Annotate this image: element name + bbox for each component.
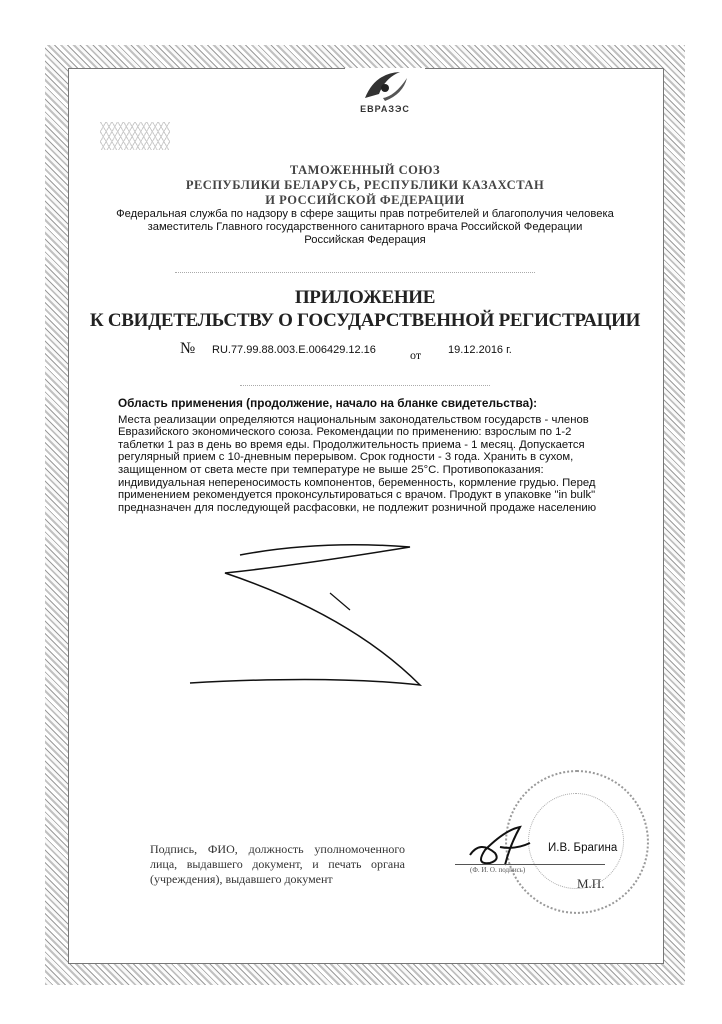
number-label: № [180, 340, 196, 357]
header-line: РЕСПУБЛИКИ БЕЛАРУСЬ, РЕСПУБЛИКИ КАЗАХСТАН [185, 178, 545, 192]
z-line-signature [180, 535, 460, 695]
header-line: И РОССИЙСКОЙ ФЕДЕРАЦИИ [265, 193, 465, 207]
title-line-1: ПРИЛОЖЕНИЕ [294, 287, 436, 308]
official-position: заместитель Главного государственного санитарного врача Российской Федерации [147, 221, 583, 233]
seal-label: М.П. [577, 876, 605, 891]
signature-line [455, 864, 605, 865]
signer-caption: (Ф. И. О. подпись) [470, 866, 526, 874]
issuer-header [70, 163, 660, 247]
guilloche-pattern [100, 122, 170, 150]
header-line: ТАМОЖЕННЫЙ СОЮЗ [289, 163, 441, 177]
signer-name: И.В. Брагина [548, 842, 618, 854]
registration-number: RU.77.99.88.003.Е.006429.12.16 [212, 344, 376, 356]
scope-section [118, 397, 618, 514]
scope-text: Места реализации определяются национальным законодательством государств - членов Евразийского экономического союза. Рекомендации по применению: взрослым по 1-2 таблетки 1 раз в день во время еды. Продолжительность приема - 1 месяц. Допускается регулярный прием с 10-дневным перерывом. Срок годности - 3 года. Хранить в сухом, защищенном от света месте при температуре не выше 25°С. Противопоказания: индивидуальная непереносимость компонентов, беременность, кормление грудью. Перед применением рекомендуется проконсультироваться с врачом. Продукт в упаковке "in bulk" предназначен для последующей расфасовки, не подлежит розничной продаже населению [118, 413, 597, 514]
emblem-icon [355, 68, 415, 104]
logo-text: ЕВРАЗЭС [360, 104, 410, 114]
agency-name: Федеральная служба по надзору в сфере защиты прав потребителей и благополучия человека [116, 208, 614, 220]
official-stamp-inner [528, 793, 624, 889]
date-label: от [410, 348, 422, 362]
title-line-2: К СВИДЕТЕЛЬСТВУ О ГОСУДАРСТВЕННОЙ РЕГИСТРАЦИИ [89, 310, 641, 331]
evrazes-logo [345, 68, 425, 120]
country: Российская Федерация [304, 234, 426, 246]
registration-date: 19.12.2016 г. [448, 344, 512, 356]
scope-heading: Область применения (продолжение, начало на бланке свидетельства): [118, 396, 538, 410]
signature-caption: Подпись, ФИО, должность уполномоченного лица, выдавшего документ, и печать органа (учреждения), выдавшего документ [150, 842, 405, 886]
divider [175, 272, 535, 273]
document-title [70, 286, 660, 332]
divider [240, 385, 490, 386]
